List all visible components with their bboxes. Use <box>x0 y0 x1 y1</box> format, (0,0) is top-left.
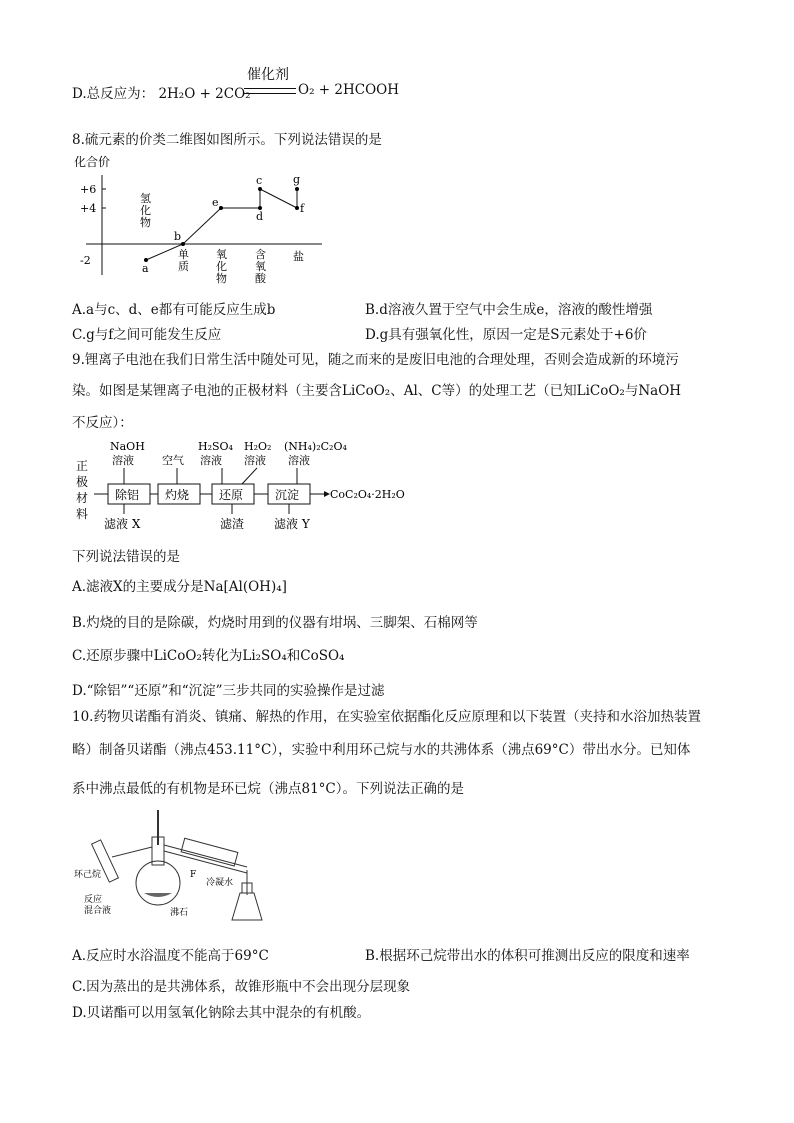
cat-salt: 盐 <box>293 250 304 263</box>
q10-stem-line2: 略）制备贝诺酯（沸点453.11°C），实验中利用环己烷与水的共沸体系（沸点69°C）带出水分。已知体 <box>72 742 691 758</box>
q9-option-a: A.滤液X的主要成分是Na[Al(OH)₄] <box>72 579 287 595</box>
svg-text:滤液 Y: 滤液 Y <box>274 517 310 531</box>
q10-option-c: C.因为蒸出的是共沸体系，故锥形瓶中不会出现分层现象 <box>72 979 411 995</box>
svg-text:溶液: 溶液 <box>244 454 266 467</box>
q8-option-a: A.a与c、d、e都有可能反应生成b <box>72 302 276 318</box>
q8-option-b: B.d溶液久置于空气中会生成e，溶液的酸性增强 <box>365 302 653 318</box>
svg-text:d: d <box>256 210 264 223</box>
q7-catalyst: 催化剂 <box>247 67 289 83</box>
q9-question: 下列说法错误的是 <box>72 549 180 565</box>
svg-text:滤渣: 滤渣 <box>220 517 245 531</box>
svg-text:H₂O₂: H₂O₂ <box>244 440 272 453</box>
svg-text:e: e <box>212 196 219 209</box>
q8-option-d: D.g具有强氧化性，原因一定是S元素处于+6价 <box>365 327 647 343</box>
q8-chart <box>72 150 332 290</box>
q10-option-a: A.反应时水浴温度不能高于69°C <box>72 948 269 964</box>
svg-text:f: f <box>300 202 305 215</box>
q9-option-d: D.“除铝”“还原”和“沉淀”三步共同的实验操作是过滤 <box>72 683 385 699</box>
flow-product: CoC₂O₄·2H₂O <box>330 488 405 501</box>
svg-text:溶液: 溶液 <box>288 454 310 467</box>
q9-stem-line1: 9.锂离子电池在我们日常生活中随处可见，随之而来的是废旧电池的合理处理，否则会造成新的环境污 <box>72 352 679 368</box>
svg-text:c: c <box>256 174 263 187</box>
q7-d-prefix: D.总反应为： <box>72 86 155 102</box>
cat-oxyacid: 含氧酸 <box>255 248 266 285</box>
svg-text:环己烷: 环己烷 <box>74 870 102 880</box>
point-b <box>181 242 185 246</box>
svg-text:混合液: 混合液 <box>84 906 112 916</box>
svg-text:g: g <box>293 173 301 186</box>
cat-element: 单质 <box>178 248 189 273</box>
svg-text:沸石: 沸石 <box>170 908 189 918</box>
q10-apparatus-figure <box>72 805 292 935</box>
svg-text:溶液: 溶液 <box>112 454 134 467</box>
q7-d-rhs: O₂ + 2HCOOH <box>298 82 399 98</box>
q9-stem-line3: 不反应）： <box>72 415 133 431</box>
q9-option-c: C.还原步骤中LiCoO₂转化为Li₂SO₄和CoSO₄ <box>72 648 345 664</box>
svg-text:溶液: 溶液 <box>200 454 222 467</box>
q8-option-c: C.g与f之间可能发生反应 <box>72 327 222 343</box>
svg-text:滤液 X: 滤液 X <box>104 517 141 531</box>
ytick-neg2: -2 <box>80 254 91 267</box>
flow-start-label: 正 极 材 料 <box>76 459 89 521</box>
chart-path <box>146 208 260 260</box>
svg-text:沉淀: 沉淀 <box>275 488 300 502</box>
svg-text:冷凝水: 冷凝水 <box>206 878 234 888</box>
q7-option-d <box>72 82 251 102</box>
q9-option-b: B.灼烧的目的是除碳，灼烧时用到的仪器有坩埚、三脚架、石棉网等 <box>72 615 478 631</box>
ytick-4: +4 <box>80 202 97 215</box>
point-c <box>258 187 262 191</box>
ytick-6: +6 <box>80 183 97 196</box>
svg-text:NaOH: NaOH <box>110 440 145 453</box>
svg-text:a: a <box>142 262 149 275</box>
q10-option-d: D.贝诺酯可以用氢氧化钠除去其中混杂的有机酸。 <box>72 1005 371 1021</box>
cat-oxide: 氧化物 <box>216 248 227 285</box>
svg-text:灼烧: 灼烧 <box>165 488 190 502</box>
svg-text:b: b <box>174 230 182 243</box>
point-g <box>295 187 299 191</box>
svg-text:H₂SO₄: H₂SO₄ <box>198 440 233 453</box>
q9-stem-line2: 染。如图是某锂离子电池的正极材料（主要含LiCoO₂、Al、C等）的处理工艺（已知LiCoO₂与NaOH <box>72 383 682 399</box>
q7-d-lhs: 2H₂O + 2CO₂ <box>158 86 251 102</box>
q10-stem-line3: 系中沸点最低的有机物是环已烷（沸点81°C）。下列说法正确的是 <box>72 781 465 797</box>
q8-stem: 8.硫元素的价类二维图如图所示。下列说法错误的是 <box>72 132 382 148</box>
q10-stem-line1: 10.药物贝诺酯有消炎、镇痛、解热的作用，在实验室依据酯化反应原理和以下装置（夹持和水浴加热装置 <box>72 709 701 725</box>
svg-text:F: F <box>190 870 197 880</box>
svg-text:(NH₄)₂C₂O₄: (NH₄)₂C₂O₄ <box>284 440 347 453</box>
chart-ylabel: 化合价 <box>74 155 111 169</box>
point-e <box>219 206 223 210</box>
cat-hydride: 氢化物 <box>140 192 151 229</box>
svg-text:空气: 空气 <box>162 454 184 467</box>
q10-option-b: B.根据环己烷带出水的体积可推测出反应的限度和速率 <box>365 948 690 964</box>
point-f <box>295 206 299 210</box>
q7-equation-arrow <box>244 88 296 94</box>
svg-text:除铝: 除铝 <box>115 488 140 502</box>
q9-flowchart <box>72 436 432 536</box>
svg-text:反应: 反应 <box>84 895 103 905</box>
svg-text:还原: 还原 <box>219 488 244 502</box>
